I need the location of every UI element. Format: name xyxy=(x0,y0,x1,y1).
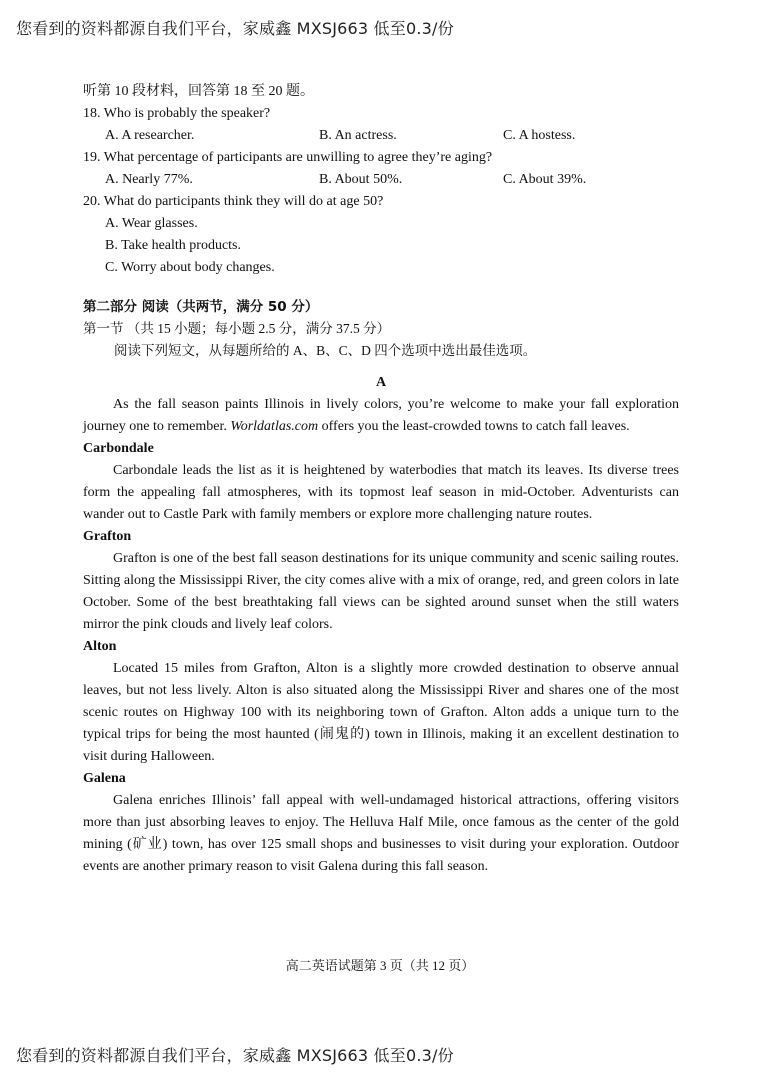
question-20-stem: 20. What do participants think they will do at age 50? xyxy=(83,194,384,209)
option-a: A. Wear glasses. xyxy=(105,216,198,231)
watermark-banner-top: 您看到的资料都源自我们平台，家威鑫 MXSJ663 低至0.3/份 xyxy=(16,19,454,38)
section-heading: Alton xyxy=(83,639,117,654)
option-b: B. Take health products. xyxy=(105,238,242,253)
section-heading: Carbondale xyxy=(83,441,154,456)
section-title: 第一节 （共 15 小题；每小题 2.5 分，满分 37.5 分） xyxy=(83,321,391,336)
section-heading: Galena xyxy=(83,771,126,786)
question-19-options xyxy=(83,169,679,191)
intro-text-end: offers you the least-crowded towns to catch fall leaves. xyxy=(318,419,630,434)
instruction: 阅读下列短文，从每题所给的 A、B、C、D 四个选项中选出最佳选项。 xyxy=(114,343,537,358)
option-a: A. Nearly 77%. xyxy=(105,172,193,187)
option-b: B. About 50%. xyxy=(319,172,403,187)
section-heading: Grafton xyxy=(83,529,132,544)
intro-text: As the fall season paints Illinois in lively colors, you’re welcome to make your fall exploration journey one to remember. xyxy=(83,397,679,434)
section-paragraph: Grafton is one of the best fall season destinations for its unique community and scenic sailing routes. Sitting along the Mississippi River, the city comes alive with a mix of orange, red, and green colors in late October. Some of the best breathtaking fall views can be sighted around sunset when the still waters mirror the pink clouds and lively leaf colors. xyxy=(83,551,679,632)
option-c: C. A hostess. xyxy=(503,128,576,143)
passage-label: A xyxy=(375,375,387,390)
page-footer: 高二英语试题第 3 页（共 12 页） xyxy=(285,958,475,973)
section-paragraph: Carbondale leads the list as it is heightened by waterbodies that match its leaves. Its diverse trees form the appealing fall atmospheres, with its topmost leaf season in mid-October. Adventurists can wander out to Castle Park with family members or explore more challenging nature routes. xyxy=(83,463,679,522)
section-paragraph: Galena enriches Illinois’ fall appeal with well-undamaged historical attractions, offering visitors more than just absorbing leaves to enjoy. The Helluva Half Mile, once famous as the center of the gold mining (矿业) town, has over 125 small shops and businesses to visit during your exploration. Outdoor events are another primary reason to visit Galena during this fall season. xyxy=(83,793,679,874)
watermark-banner-bottom: 您看到的资料都源自我们平台，家威鑫 MXSJ663 低至0.3/份 xyxy=(16,1046,454,1065)
question-19-stem: 19. What percentage of participants are unwilling to agree they’re aging? xyxy=(83,150,493,165)
section-paragraph: Located 15 miles from Grafton, Alton is a slightly more crowded destination to observe annual leaves, but not less lively. Alton is also situated along the Mississippi River and shares one of the most scenic routes on Highway 100 with its neighboring town of Grafton. Alton adds a unique turn to the typical trips for being the most haunted (闹鬼的) town in Illinois, making it an excellent destination to visit during Halloween. xyxy=(83,661,679,764)
exam-page-content xyxy=(83,81,679,878)
part-title: 第二部分 阅读（共两节，满分 50 分） xyxy=(83,299,319,315)
question-18-options xyxy=(83,125,679,147)
website-name: Worldatlas.com xyxy=(230,419,319,434)
question-18-stem: 18. Who is probably the speaker? xyxy=(83,106,271,121)
passage-intro xyxy=(83,394,679,438)
option-c: C. Worry about body changes. xyxy=(105,260,275,275)
option-a: A. A researcher. xyxy=(105,128,195,143)
option-b: B. An actress. xyxy=(319,128,397,143)
option-c: C. About 39%. xyxy=(503,172,587,187)
listening-intro: 听第 10 段材料，回答第 18 至 20 题。 xyxy=(83,84,314,99)
